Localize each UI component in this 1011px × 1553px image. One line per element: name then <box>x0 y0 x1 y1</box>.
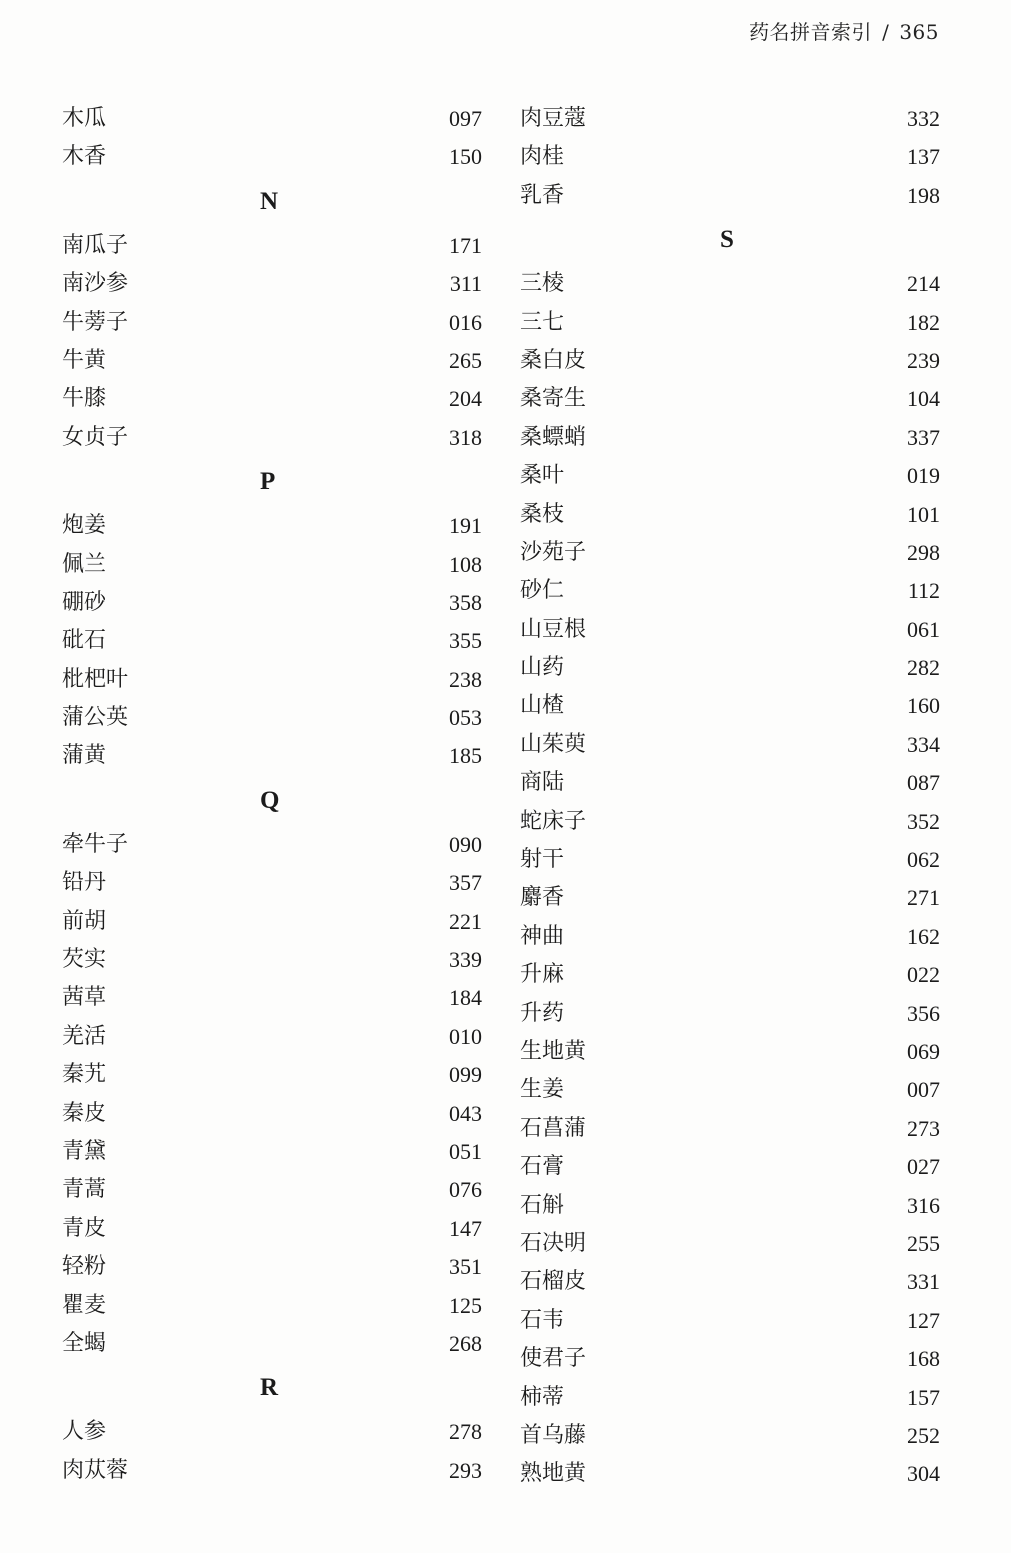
index-entry <box>520 304 940 342</box>
entry-page-number: 239 <box>907 347 940 373</box>
index-entry <box>62 1133 482 1171</box>
section-letter: S <box>720 226 734 254</box>
index-entry <box>62 826 482 864</box>
drug-name: 首乌藤 <box>520 1422 587 1448</box>
index-entry <box>520 342 940 380</box>
index-entry <box>520 611 940 649</box>
drug-name: 女贞子 <box>62 424 129 450</box>
drug-name: 石斛 <box>520 1192 565 1218</box>
drug-name: 硼砂 <box>62 589 107 615</box>
section-letter: P <box>260 468 276 496</box>
drug-name: 铅丹 <box>62 870 107 896</box>
index-entry <box>62 1248 482 1286</box>
index-entry <box>62 903 482 941</box>
drug-name: 砒石 <box>62 628 107 654</box>
entry-page-number: 268 <box>449 1330 482 1356</box>
entry-page-number: 293 <box>449 1457 482 1483</box>
index-entry <box>520 457 940 495</box>
entry-page-number: 076 <box>449 1177 482 1203</box>
index-entry <box>520 803 940 841</box>
drug-name: 南瓜子 <box>62 232 129 258</box>
entry-page-number: 185 <box>449 743 482 769</box>
drug-name: 蒲公英 <box>62 705 129 731</box>
running-header <box>749 16 939 45</box>
drug-name: 木瓜 <box>62 106 107 131</box>
entry-page-number: 043 <box>449 1100 482 1126</box>
entry-page-number: 112 <box>907 578 940 604</box>
entry-page-number: 332 <box>907 106 940 131</box>
drug-name: 石菖蒲 <box>520 1115 587 1141</box>
index-entry <box>62 265 482 303</box>
index-entry <box>62 227 482 265</box>
entry-page-number: 265 <box>449 347 482 373</box>
index-entry <box>520 726 940 764</box>
drug-name: 牛蒡子 <box>62 309 129 335</box>
index-entry <box>62 1325 482 1363</box>
index-entry <box>520 572 940 610</box>
index-entry <box>520 1033 940 1071</box>
entry-page-number: 127 <box>907 1307 940 1333</box>
drug-name: 山药 <box>520 655 565 681</box>
index-entry <box>520 1110 940 1148</box>
index-entry <box>62 737 482 775</box>
index-entry <box>520 1148 940 1186</box>
entry-page-number: 204 <box>449 386 482 412</box>
index-entry <box>62 1018 482 1056</box>
entry-page-number: 352 <box>907 808 940 834</box>
drug-name: 青黛 <box>62 1138 107 1164</box>
entry-page-number: 273 <box>907 1115 940 1141</box>
drug-name: 柿蒂 <box>520 1384 565 1410</box>
drug-name: 神曲 <box>520 923 565 949</box>
drug-name: 桑枝 <box>520 501 565 527</box>
drug-name: 山豆根 <box>520 616 587 642</box>
entry-page-number: 019 <box>907 463 940 489</box>
index-entry <box>520 138 940 176</box>
index-entry <box>62 1413 482 1451</box>
entry-page-number: 278 <box>449 1419 482 1445</box>
drug-name: 轻粉 <box>62 1254 107 1280</box>
index-entry <box>62 661 482 699</box>
entry-page-number: 016 <box>449 309 482 335</box>
section-letter: Q <box>260 786 280 814</box>
drug-name: 生姜 <box>520 1077 565 1103</box>
drug-name: 石韦 <box>520 1307 565 1333</box>
entry-page-number: 168 <box>907 1346 940 1372</box>
index-column-right <box>520 100 940 1494</box>
index-entry <box>520 1379 940 1417</box>
index-entry <box>62 1452 482 1490</box>
entry-page-number: 097 <box>449 106 482 131</box>
entry-page-number: 160 <box>907 693 940 719</box>
index-entry <box>62 419 482 457</box>
drug-name: 麝香 <box>520 885 565 911</box>
index-entry <box>62 979 482 1017</box>
entry-page-number: 062 <box>907 847 940 873</box>
drug-name: 茜草 <box>62 985 107 1011</box>
section-letter: N <box>260 187 279 215</box>
index-entry <box>62 342 482 380</box>
index-entry <box>520 380 940 418</box>
index-entry <box>520 1302 940 1340</box>
entry-page-number: 355 <box>449 628 482 654</box>
drug-name: 牵牛子 <box>62 831 129 857</box>
index-entry <box>520 1263 940 1301</box>
index-entry <box>62 507 482 545</box>
entry-page-number: 101 <box>907 501 940 527</box>
entry-page-number: 255 <box>907 1230 940 1256</box>
drug-name: 瞿麦 <box>62 1292 107 1318</box>
index-entry <box>520 841 940 879</box>
drug-name: 木香 <box>62 144 107 170</box>
drug-name: 升麻 <box>520 962 565 988</box>
entry-page-number: 214 <box>907 271 940 297</box>
drug-name: 人参 <box>62 1419 107 1445</box>
index-column-left <box>62 100 482 1490</box>
index-entry <box>520 1071 940 1109</box>
drug-name: 砂仁 <box>520 578 565 604</box>
drug-name: 使君子 <box>520 1346 587 1372</box>
index-entry <box>62 941 482 979</box>
entry-page-number: 087 <box>907 770 940 796</box>
entry-page-number: 316 <box>907 1192 940 1218</box>
entry-page-number: 356 <box>907 1000 940 1026</box>
index-entry <box>520 995 940 1033</box>
drug-name: 肉苁蓉 <box>62 1457 129 1483</box>
entry-page-number: 351 <box>449 1254 482 1280</box>
index-entry <box>520 1187 940 1225</box>
index-title: 药名拼音索引 <box>749 20 873 44</box>
drug-name: 石榴皮 <box>520 1269 587 1295</box>
entry-page-number: 331 <box>907 1269 940 1295</box>
entry-page-number: 157 <box>907 1384 940 1410</box>
index-entry <box>62 584 482 622</box>
drug-name: 桑寄生 <box>520 386 587 412</box>
entry-page-number: 090 <box>449 831 482 857</box>
entry-page-number: 099 <box>449 1062 482 1088</box>
drug-name: 射干 <box>520 847 565 873</box>
index-entry <box>520 419 940 457</box>
index-entry <box>520 918 940 956</box>
drug-name: 熟地黄 <box>520 1461 587 1487</box>
section-letter: R <box>260 1374 279 1402</box>
drug-name: 青皮 <box>62 1215 107 1241</box>
drug-name: 三七 <box>520 309 565 335</box>
drug-name: 桑叶 <box>520 463 565 489</box>
drug-name: 升药 <box>520 1000 565 1026</box>
drug-name: 桑白皮 <box>520 347 587 373</box>
index-entry <box>520 177 940 215</box>
index-entry <box>520 649 940 687</box>
entry-page-number: 171 <box>449 232 482 258</box>
header-separator: / <box>882 20 890 44</box>
entry-page-number: 007 <box>907 1077 940 1103</box>
entry-page-number: 108 <box>449 551 482 577</box>
entry-page-number: 182 <box>907 309 940 335</box>
entry-page-number: 357 <box>449 870 482 896</box>
index-entry <box>62 699 482 737</box>
entry-page-number: 125 <box>449 1292 482 1318</box>
entry-page-number: 162 <box>907 923 940 949</box>
entry-page-number: 271 <box>907 885 940 911</box>
drug-name: 商陆 <box>520 770 565 796</box>
entry-page-number: 147 <box>449 1215 482 1241</box>
drug-name: 蛇床子 <box>520 808 587 834</box>
index-entry <box>520 1455 940 1493</box>
entry-page-number: 282 <box>907 655 940 681</box>
index-entry <box>62 304 482 342</box>
entry-page-number: 051 <box>449 1138 482 1164</box>
entry-page-number: 221 <box>449 908 482 934</box>
index-entry <box>62 138 482 176</box>
index-entry <box>520 1417 940 1455</box>
index-entry <box>520 100 940 138</box>
page-number: 365 <box>899 20 939 44</box>
drug-name: 桑螵蛸 <box>520 424 587 450</box>
drug-name: 秦艽 <box>62 1062 107 1088</box>
entry-page-number: 069 <box>907 1038 940 1064</box>
index-entry <box>62 1287 482 1325</box>
drug-name: 牛膝 <box>62 386 107 412</box>
drug-name: 全蝎 <box>62 1330 107 1356</box>
drug-name: 肉桂 <box>520 144 565 170</box>
index-entry <box>520 687 940 725</box>
index-entry <box>520 496 940 534</box>
entry-page-number: 027 <box>907 1154 940 1180</box>
entry-page-number: 022 <box>907 962 940 988</box>
index-entry <box>520 764 940 802</box>
index-entry <box>62 864 482 902</box>
entry-page-number: 358 <box>449 589 482 615</box>
index-entry <box>520 956 940 994</box>
entry-page-number: 311 <box>449 271 482 297</box>
drug-name: 青蒿 <box>62 1177 107 1203</box>
drug-name: 山茱萸 <box>520 731 587 757</box>
entry-page-number: 252 <box>907 1422 940 1448</box>
index-entry <box>62 1171 482 1209</box>
drug-name: 蒲黄 <box>62 743 107 769</box>
entry-page-number: 053 <box>449 705 482 731</box>
entry-page-number: 334 <box>907 731 940 757</box>
drug-name: 三棱 <box>520 271 565 297</box>
drug-name: 前胡 <box>62 908 107 934</box>
index-entry <box>62 546 482 584</box>
drug-name: 佩兰 <box>62 551 107 577</box>
entry-page-number: 339 <box>449 947 482 973</box>
entry-page-number: 184 <box>449 985 482 1011</box>
index-entry <box>62 1095 482 1133</box>
index-entry <box>520 265 940 303</box>
drug-name: 生地黄 <box>520 1038 587 1064</box>
entry-page-number: 061 <box>907 616 940 642</box>
index-entry <box>520 534 940 572</box>
index-entry <box>62 100 482 138</box>
index-entry <box>62 622 482 660</box>
index-entry <box>520 1340 940 1378</box>
index-entry <box>62 1056 482 1094</box>
drug-name: 乳香 <box>520 182 565 208</box>
drug-name: 炮姜 <box>62 513 107 539</box>
entry-page-number: 191 <box>449 513 482 539</box>
drug-name: 羌活 <box>62 1023 107 1049</box>
drug-name: 山楂 <box>520 693 565 719</box>
drug-name: 肉豆蔻 <box>520 106 587 131</box>
drug-name: 枇杷叶 <box>62 666 129 692</box>
drug-name: 南沙参 <box>62 271 129 297</box>
entry-page-number: 298 <box>907 539 940 565</box>
entry-page-number: 150 <box>449 144 482 170</box>
entry-page-number: 304 <box>907 1461 940 1487</box>
entry-page-number: 238 <box>449 666 482 692</box>
drug-name: 沙苑子 <box>520 539 587 565</box>
index-entry <box>62 1210 482 1248</box>
entry-page-number: 010 <box>449 1023 482 1049</box>
entry-page-number: 337 <box>907 424 940 450</box>
drug-name: 芡实 <box>62 947 107 973</box>
entry-page-number: 137 <box>907 144 940 170</box>
index-entry <box>62 380 482 418</box>
entry-page-number: 104 <box>907 386 940 412</box>
drug-name: 秦皮 <box>62 1100 107 1126</box>
index-entry <box>520 879 940 917</box>
drug-name: 石膏 <box>520 1154 565 1180</box>
entry-page-number: 318 <box>449 424 482 450</box>
index-entry <box>520 1225 940 1263</box>
entry-page-number: 198 <box>907 182 940 208</box>
drug-name: 石决明 <box>520 1230 587 1256</box>
drug-name: 牛黄 <box>62 347 107 373</box>
